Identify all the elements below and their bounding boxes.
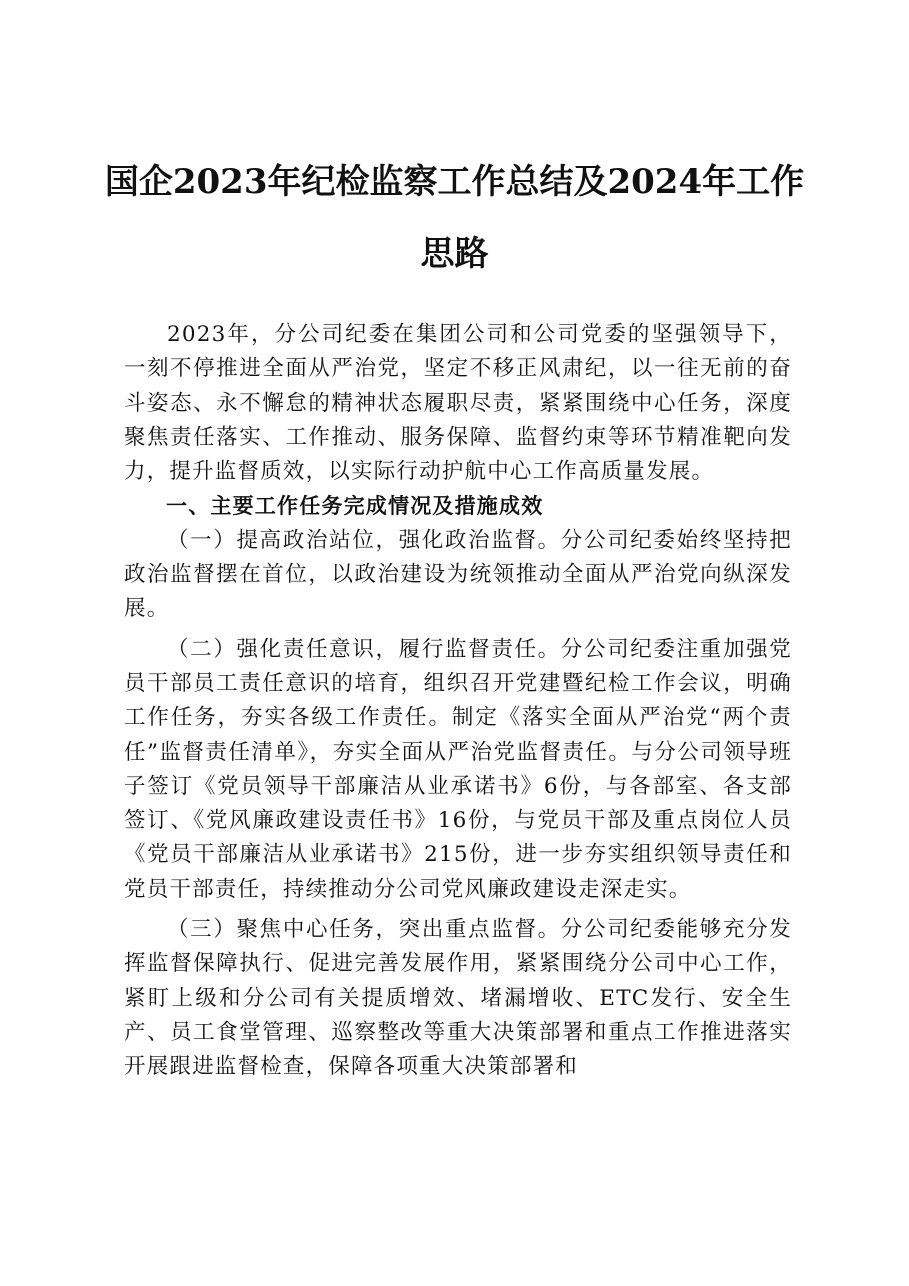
section-heading: 一、主要工作任务完成情况及措施成效 (166, 494, 544, 519)
section-item-2: （二）强化责任意识，履行监督责任。分公司纪委注重加强党员干部员工责任意识的培育，组织召开党建暨纪检工作会议，明确工作任务，夯实各级工作责任。制定《落实全面从严治党“两个责任”监督责任清单》，夯实全面从严治党监督责任。与分公司领导班子签订《党员领导干部廉洁从业承诺书》6份，与各部室、各支部签订、《党风廉政建设责任书》16份，与党员干部及重点岗位人员《党员干部廉洁从业承诺书》215份，进一步夯实组织领导责任和党员干部责任，持续推动分公司党风廉政建设走深走实。 (124, 636, 792, 902)
intro-paragraph: 2023年，分公司纪委在集团公司和公司党委的坚强领导下，一刻不停推进全面从严治党，坚定不移正风肃纪，以一往无前的奋斗姿态、永不懈怠的精神状态履职尽责，紧紧围绕中心任务，深度聚焦责任落实、工作推动、服务保障、监督约束等环节精准靶向发力，提升监督质效，以实际行动护航中心工作高质量发展。 (124, 322, 792, 485)
section-item-3: （三）聚焦中心任务，突出重点监督。分公司纪委能够充分发挥监督保障执行、促进完善发展作用，紧紧围绕分公司中心工作，紧盯上级和分公司有关提质增效、堵漏增收、ETC发行、安全生产、员工食堂管理、巡察整改等重大决策部署和重点工作推进落实开展跟进监督检查，保障各项重大决策部署和 (124, 917, 792, 1080)
document-title: 国企2023年纪检监察工作总结及2024年工作思路 (104, 162, 805, 274)
section-item-1: （一）提高政治站位，强化政治监督。分公司纪委始终坚持把政治监督摆在首位，以政治建设为统领推动全面从严治党向纵深发展。 (124, 527, 792, 622)
document-body (124, 318, 792, 1085)
